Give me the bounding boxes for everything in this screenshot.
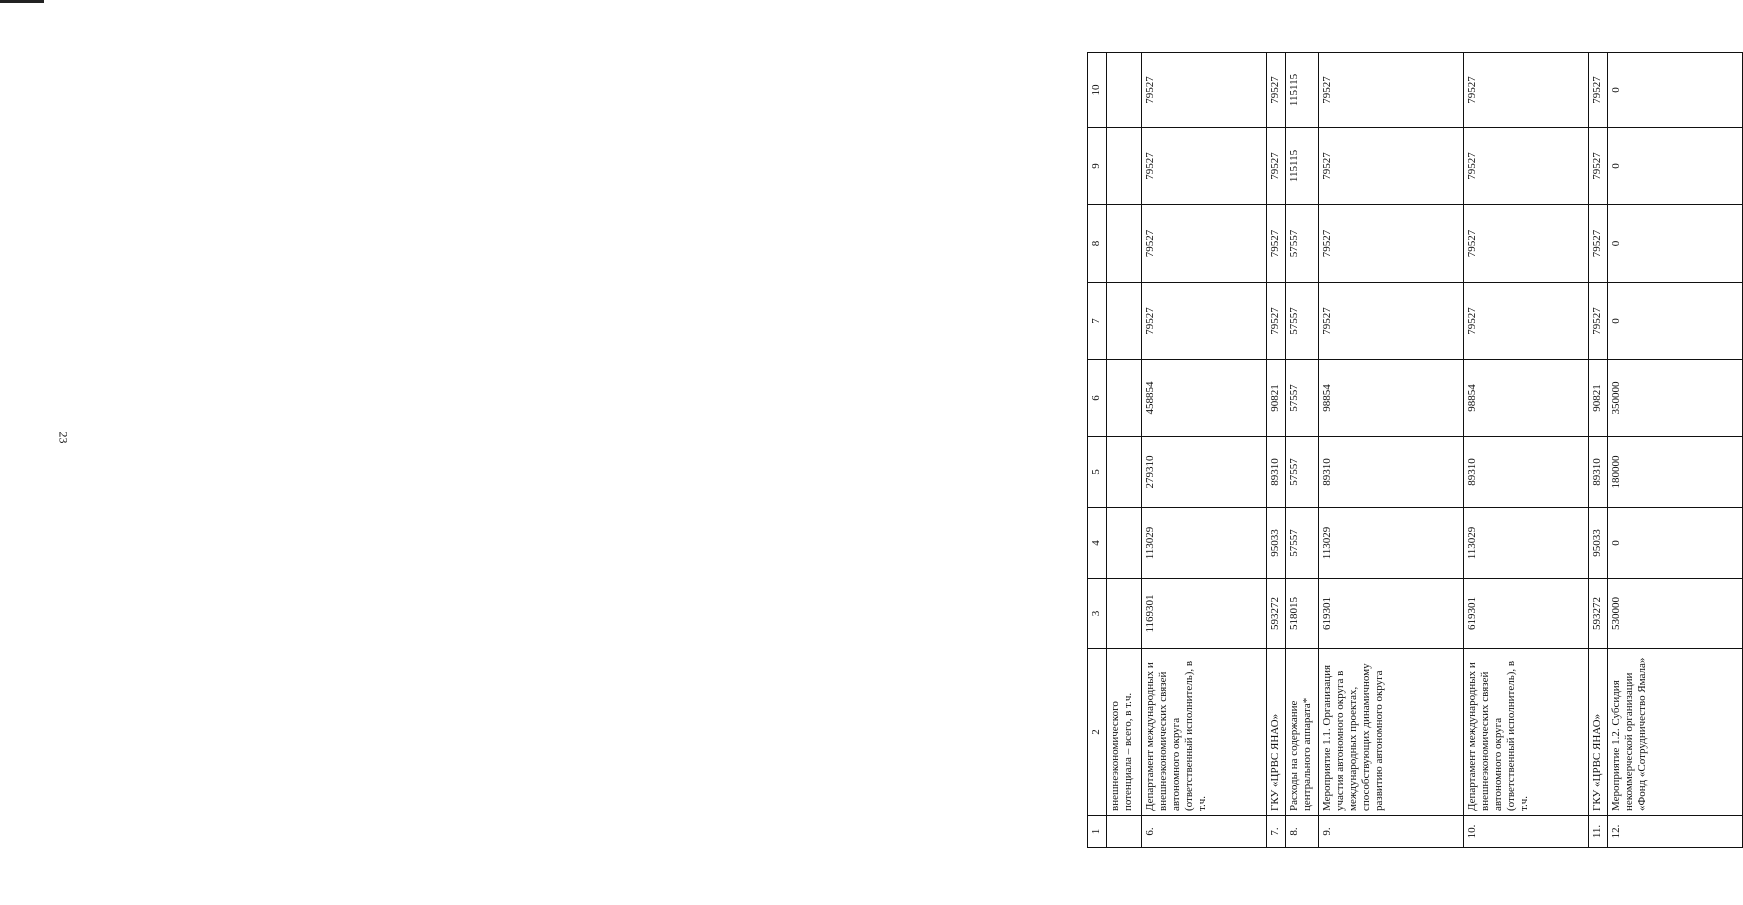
value-cell: 0 xyxy=(1608,53,1743,128)
value-cell: 79527 xyxy=(1267,205,1286,283)
value-cell: 518015 xyxy=(1286,579,1319,649)
value-cell: 79527 xyxy=(1142,283,1267,360)
value-cell: 79527 xyxy=(1267,53,1286,128)
value-cell: 79527 xyxy=(1142,128,1267,205)
value-cell: 57557 xyxy=(1286,437,1319,508)
top-rule xyxy=(0,0,44,3)
value-cell: 79527 xyxy=(1589,128,1608,205)
value-cell: 79527 xyxy=(1319,205,1464,283)
value-cell: 79527 xyxy=(1464,128,1589,205)
value-cell: 89310 xyxy=(1319,437,1464,508)
value-cell: 350000 xyxy=(1608,360,1743,437)
table-row xyxy=(1286,53,1319,848)
value-cell: 593272 xyxy=(1267,579,1286,649)
value-cell: 113029 xyxy=(1319,508,1464,579)
value-cell: 89310 xyxy=(1589,437,1608,508)
row-number-cell xyxy=(1107,816,1142,848)
value-cell: 113029 xyxy=(1464,508,1589,579)
row-number-cell: 11. xyxy=(1589,816,1608,848)
value-cell: 113029 xyxy=(1142,508,1267,579)
value-cell: 79527 xyxy=(1464,205,1589,283)
value-cell: 619301 xyxy=(1464,579,1589,649)
col-header: 7 xyxy=(1088,283,1107,360)
value-cell: 458854 xyxy=(1142,360,1267,437)
value-cell: 79527 xyxy=(1589,205,1608,283)
value-cell: 115115 xyxy=(1286,128,1319,205)
value-cell: 79527 xyxy=(1589,53,1608,128)
value-cell: 79527 xyxy=(1589,283,1608,360)
value-cell: 95033 xyxy=(1589,508,1608,579)
col-header: 4 xyxy=(1088,508,1107,579)
value-cell: 95033 xyxy=(1267,508,1286,579)
value-cell: 0 xyxy=(1608,283,1743,360)
row-number-cell: 9. xyxy=(1319,816,1464,848)
col-header: 2 xyxy=(1088,649,1107,816)
value-cell: 180000 xyxy=(1608,437,1743,508)
row-number-cell: 7. xyxy=(1267,816,1286,848)
row-name-cell: ГКУ «ЦРВС ЯНАО» xyxy=(1267,649,1286,816)
value-cell: 57557 xyxy=(1286,508,1319,579)
value-cell: 79527 xyxy=(1319,53,1464,128)
header-row xyxy=(1088,53,1107,848)
table-row xyxy=(1608,53,1743,848)
value-cell: 530000 xyxy=(1608,579,1743,649)
row-name-cell: Департамент международных и внешнеэкономических связей автономного округа (ответственный исполнитель), в т.ч. xyxy=(1464,649,1589,816)
value-cell: 79527 xyxy=(1142,53,1267,128)
rotated-table-container xyxy=(1087,53,1667,848)
table-row xyxy=(1589,53,1608,848)
table-row xyxy=(1464,53,1589,848)
value-cell: 79527 xyxy=(1267,128,1286,205)
budget-table xyxy=(1087,52,1743,848)
row-name-cell: Мероприятие 1.2. Субсидия некоммерческой организации «Фонд «Сотрудничество Ямала» xyxy=(1608,649,1743,816)
value-cell: 90821 xyxy=(1267,360,1286,437)
value-cell: 115115 xyxy=(1286,53,1319,128)
table-row xyxy=(1142,53,1267,848)
value-cell: 79527 xyxy=(1267,283,1286,360)
row-name-cell: Департамент международных и внешнеэкономических связей автономного округа (ответственный исполнитель), в т.ч. xyxy=(1142,649,1267,816)
table-row xyxy=(1267,53,1286,848)
col-header: 3 xyxy=(1088,579,1107,649)
row-number-cell: 6. xyxy=(1142,816,1267,848)
row-name-cell: Расходы на содержание центрального аппарата* xyxy=(1286,649,1319,816)
value-cell: 79527 xyxy=(1319,128,1464,205)
value-cell: 79527 xyxy=(1464,53,1589,128)
value-cell: 0 xyxy=(1608,128,1743,205)
col-header: 6 xyxy=(1088,360,1107,437)
value-cell: 0 xyxy=(1608,508,1743,579)
value-cell: 79527 xyxy=(1464,283,1589,360)
row-name-cell: ГКУ «ЦРВС ЯНАО» xyxy=(1589,649,1608,816)
value-cell: 90821 xyxy=(1589,360,1608,437)
col-header: 10 xyxy=(1088,53,1107,128)
col-header: 9 xyxy=(1088,128,1107,205)
value-cell: 57557 xyxy=(1286,205,1319,283)
value-cell: 79527 xyxy=(1142,205,1267,283)
continuation-row xyxy=(1107,53,1142,848)
value-cell: 0 xyxy=(1608,205,1743,283)
col-header: 8 xyxy=(1088,205,1107,283)
col-header: 1 xyxy=(1088,816,1107,848)
value-cell: 89310 xyxy=(1267,437,1286,508)
col-header: 5 xyxy=(1088,437,1107,508)
value-cell: 593272 xyxy=(1589,579,1608,649)
row-number-cell: 8. xyxy=(1286,816,1319,848)
value-cell: 619301 xyxy=(1319,579,1464,649)
value-cell: 57557 xyxy=(1286,360,1319,437)
value-cell: 98854 xyxy=(1464,360,1589,437)
value-cell: 1169301 xyxy=(1142,579,1267,649)
table-row xyxy=(1319,53,1464,848)
value-cell: 57557 xyxy=(1286,283,1319,360)
row-name-cell: внешнеэкономического потенциала – всего, в т.ч. xyxy=(1107,649,1142,816)
value-cell: 279310 xyxy=(1142,437,1267,508)
row-number-cell: 12. xyxy=(1608,816,1743,848)
value-cell: 89310 xyxy=(1464,437,1589,508)
value-cell: 98854 xyxy=(1319,360,1464,437)
value-cell: 79527 xyxy=(1319,283,1464,360)
row-name-cell: Мероприятие 1.1. Организация участия автономного округа в международных проектах, способствующих динамичному развитию автономного округа xyxy=(1319,649,1464,816)
page-number: 23 xyxy=(56,431,71,444)
row-number-cell: 10. xyxy=(1464,816,1589,848)
